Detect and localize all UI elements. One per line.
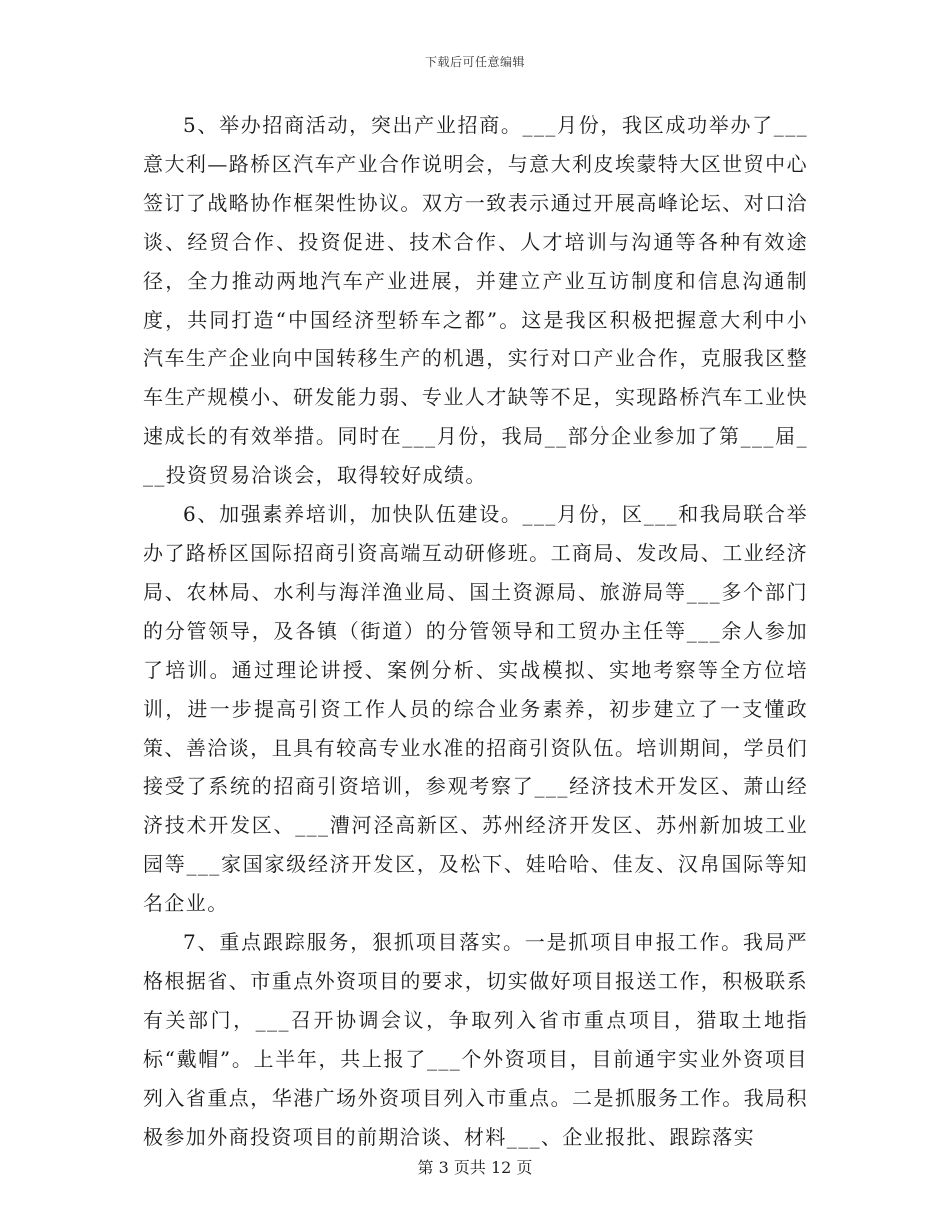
paragraph-5: 5、举办招商活动，突出产业招商。___月份，我区成功举办了___意大利—路桥区汽车产业合作说明会，与意大利皮埃蒙特大区世贸中心签订了战略协作框架性协议。双方一致表示通过开展高峰论坛、对口洽谈、经贸合作、投资促进、技术合作、人才培训与沟通等各种有效途径，全力推动两地汽车产业进展，并建立产业互访制度和信息沟通制度，共同打造“中国经济型轿车之都”。这是我区积极把握意大利中小汽车生产企业向中国转移生产的机遇，实行对口产业合作，克服我区整车生产规模小、研发能力弱、专业人才缺等不足，实现路桥汽车工业快速成长的有效举措。同时在___月份，我局__部分企业参加了第___届___投资贸易洽谈会，取得较好成绩。 — [143, 113, 808, 488]
paragraph-7: 7、重点跟踪服务，狠抓项目落实。一是抓项目申报工作。我局严格根据省、市重点外资项目的要求，切实做好项目报送工作，积极联系有关部门，___召开协调会议，争取列入省市重点项目，猎取土地指标“戴帽”。上半年，共上报了___个外资项目，目前通宇实业外资项目列入省重点，华港广场外资项目列入市重点。二是抓服务工作。我局积极参加外商投资项目的前期洽谈、材料___、企业报批、跟踪落实 — [143, 930, 808, 1149]
page-header: 下载后可任意编辑 — [424, 55, 525, 69]
document-body — [143, 106, 808, 1156]
page-footer: 第 3 页共 12 页 — [417, 1158, 533, 1177]
paragraph-6: 6、加强素养培训，加快队伍建设。___月份，区___和我局联合举办了路桥区国际招商引资高端互动研修班。工商局、发改局、工业经济局、农林局、水利与海洋渔业局、国土资源局、旅游局等___多个部门的分管领导，及各镇（街道）的分管领导和工贸办主任等___余人参加了培训。通过理论讲授、案例分析、实战模拟、实地考察等全方位培训，进一步提高引资工作人员的综合业务素养，初步建立了一支懂政策、善洽谈，且具有较高专业水准的招商引资队伍。培训期间，学员们接受了系统的招商引资培训，参观考察了___经济技术开发区、萧山经济技术开发区、___漕河泾高新区、苏州经济开发区、苏州新加坡工业园等___家国家级经济开发区，及松下、娃哈哈、佳友、汉帛国际等知名企业。 — [143, 502, 808, 916]
